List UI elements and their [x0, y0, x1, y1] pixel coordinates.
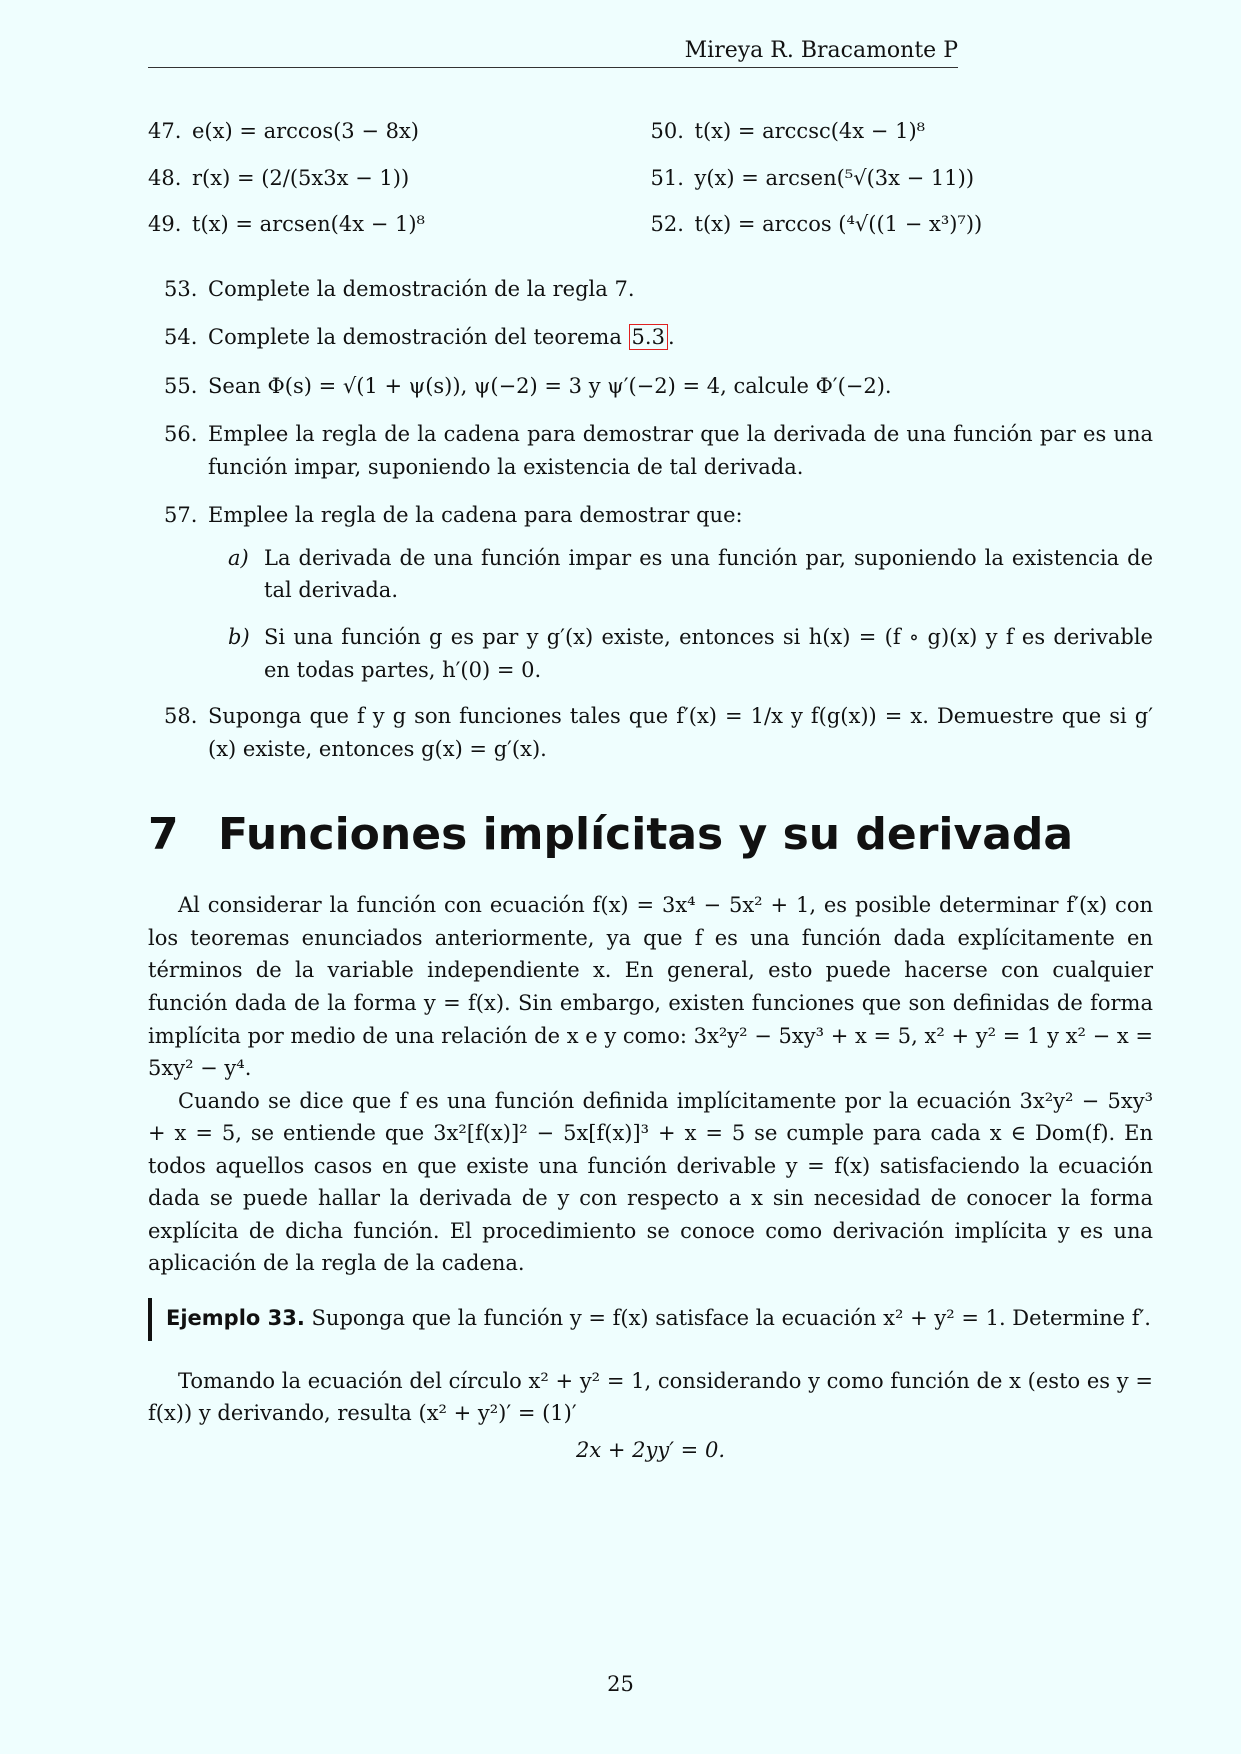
- section-heading: 7 Funciones implícitas y su derivada: [148, 809, 1074, 861]
- exercise-formula: t(x) = arccsc(4x − 1)⁸: [694, 119, 926, 143]
- exercise-56: 56. Emplee la regla de la cadena para demostrar que la derivada de una función par es una función impar, suponiendo la existencia de tal derivada.: [164, 422, 1153, 479]
- example-title: Ejemplo 33.: [166, 1305, 305, 1330]
- exercise-item: 50. t(x) = arccsc(4x − 1)⁸: [651, 115, 1154, 148]
- display-equation: 2x + 2yy′ = 0.: [576, 1437, 725, 1462]
- exercise-formula: t(x) = arcsen(4x − 1)⁸: [192, 212, 425, 237]
- paragraph-circle: Tomando la ecuación del círculo x² + y² = 1, considerando y como función de x (esto es y = f(x)) y derivando, resulta (x² + y²)′ = (1)′: [148, 1368, 1153, 1426]
- exercise-57: 57. Emplee la regla de la cadena para demostrar que:: [164, 503, 743, 528]
- example-box: [148, 1298, 1153, 1341]
- exercise-54: 54. Complete la demostración del teorema 5.3 .: [164, 325, 675, 350]
- exercise-57a: a) La derivada de una función impar es una función par, suponiendo la existencia de tal derivada.: [228, 545, 1153, 603]
- exercise-column-left: [148, 115, 651, 255]
- exercise-column-right: [651, 115, 1154, 255]
- paragraph-intro: Al considerar la función con ecuación f(x) = 3x⁴ − 5x² + 1, es posible determinar f′(x) con los teoremas enunciados anteriormente, ya que f es una función dada explícitamente en términos de la variable independiente x. En general, esto puede hacerse con cualquier función dada de la forma y = f(x). Sin embargo, existen funciones que son definidas de forma implícita por medio de una relación de x e y como: 3x²y² − 5xy³ + x = 5, x² + y² = 1 y x² − x = 5xy² − y⁴.: [148, 893, 1153, 1081]
- paragraph-implicit-definition: Cuando se dice que f es una función definida implícitamente por la ecuación 3x²y² − 5xy³ + x = 5, se entiende que 3x²[f(x)]² − 5x[f(x)]³ + x = 5 se cumple para cada x ∈ Dom(f). En todos aquellos casos en que existe una función derivable y = f(x) satisfaciendo la ecuación dada se puede hallar la derivada de y con respecto a x sin necesidad de conocer la forma explícita de dicha función. El procedimiento se conoce como derivación implícita y es una aplicación de la regla de la cadena.: [148, 1088, 1153, 1276]
- exercise-57b: b) Si una función g es par y g′(x) existe, entonces si h(x) = (f ∘ g)(x) y f es derivable en todas partes, h′(0) = 0.: [228, 625, 1153, 682]
- exercise-formula: y(x) = arcsen(⁵√(3x − 11)): [694, 165, 975, 190]
- exercise-formula: r(x) = (2/(5x3x − 1)): [192, 165, 410, 190]
- running-header: [148, 38, 958, 68]
- page-number: 25: [607, 1672, 634, 1696]
- exercise-item: 49. t(x) = arcsen(4x − 1)⁸: [148, 208, 651, 241]
- exercise-55: 55. Sean Φ(s) = √(1 + ψ(s)), ψ(−2) = 3 y ψ′(−2) = 4, calcule Φ′(−2).: [164, 373, 892, 398]
- exercise-53: 53. Complete la demostración de la regla 7.: [164, 276, 635, 301]
- exercise-item: 47. e(x) = arccos(3 − 8x): [148, 115, 651, 148]
- exercise-formula: e(x) = arccos(3 − 8x): [192, 119, 420, 143]
- exercise-formula: t(x) = arccos (⁴√((1 − x³)⁷)): [694, 212, 983, 237]
- example-text: Suponga que la función y = f(x) satisface la ecuación x² + y² = 1. Determine f′.: [311, 1305, 1151, 1330]
- theorem-reference-link[interactable]: 5.3: [629, 324, 668, 350]
- exercise-item: 51. y(x) = arcsen(⁵√(3x − 11)): [651, 162, 1154, 195]
- page-content: [148, 115, 1153, 1466]
- header-author: Mireya R. Bracamonte P: [684, 38, 958, 63]
- exercise-58: 58. Suponga que f y g son funciones tales que f′(x) = 1/x y f(g(x)) = x. Demuestre que si g′(x) existe, entonces g(x) = g′(x).: [164, 704, 1153, 761]
- exercise-item: 48. r(x) = (2/(5x3x − 1)): [148, 162, 651, 195]
- exercise-item: 52. t(x) = arccos (⁴√((1 − x³)⁷)): [651, 208, 1154, 241]
- exercise-columns: [148, 115, 1153, 255]
